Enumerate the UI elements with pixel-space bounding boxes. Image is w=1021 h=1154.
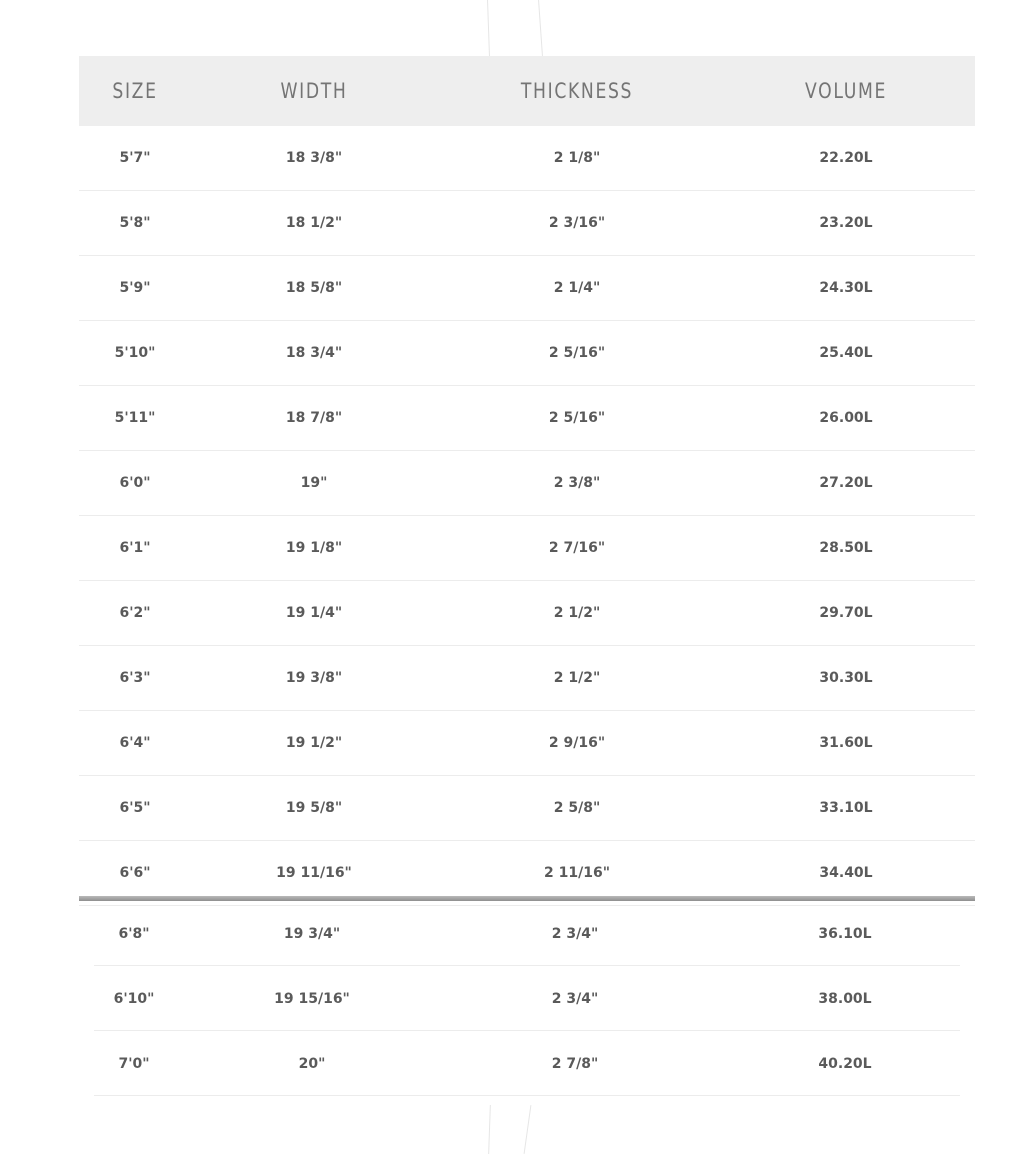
cell-volume: 28.50L (819, 540, 873, 556)
table-row (79, 901, 975, 966)
cell-size: 5'9" (119, 280, 151, 296)
decorative-line-bottom-right (524, 1105, 532, 1154)
table-row (79, 516, 975, 581)
cell-width: 19 3/4" (283, 925, 341, 942)
cell-volume: 31.60L (819, 735, 873, 751)
cell-size: 6'5" (119, 800, 151, 816)
table-row (79, 451, 975, 516)
cell-volume: 24.30L (819, 280, 873, 296)
cell-size: 6'8" (118, 925, 150, 942)
cell-size: 7'0" (118, 1055, 150, 1072)
cell-width: 19 15/16" (274, 990, 350, 1007)
cell-volume: 34.40L (819, 865, 873, 881)
cell-size: 6'10" (113, 990, 155, 1007)
cell-thickness: 2 5/8" (553, 800, 601, 816)
decorative-line-top-left (487, 0, 490, 56)
table-header-row (79, 56, 975, 126)
cell-volume: 26.00L (819, 410, 873, 426)
table-row (79, 386, 975, 451)
header-width: WIDTH (280, 79, 348, 103)
cell-width: 18 3/4" (285, 345, 343, 361)
cell-width: 18 7/8" (285, 410, 343, 426)
cell-size: 6'0" (119, 475, 151, 491)
cell-size: 5'10" (114, 345, 156, 361)
decorative-line-top-right (538, 0, 543, 56)
cell-width: 19 1/4" (285, 605, 343, 621)
table-row (79, 581, 975, 646)
cell-thickness: 2 3/4" (551, 925, 599, 942)
header-size: SIZE (112, 79, 158, 103)
cell-thickness: 2 5/16" (548, 345, 606, 361)
table-body-lower (79, 901, 975, 1096)
cell-thickness: 2 9/16" (548, 735, 606, 751)
table-row (79, 126, 975, 191)
cell-volume: 29.70L (819, 605, 873, 621)
cell-thickness: 2 1/2" (553, 605, 601, 621)
cell-width: 18 5/8" (285, 280, 343, 296)
table-row (79, 191, 975, 256)
table-row (79, 646, 975, 711)
table-row (79, 711, 975, 776)
table-row (79, 1031, 975, 1096)
cell-width: 19 1/8" (285, 540, 343, 556)
cell-size: 6'4" (119, 735, 151, 751)
cell-volume: 22.20L (819, 150, 873, 166)
cell-volume: 40.20L (818, 1055, 872, 1072)
cell-width: 19 5/8" (285, 800, 343, 816)
table-row (79, 321, 975, 386)
cell-size: 5'7" (119, 150, 151, 166)
cell-thickness: 2 5/16" (548, 410, 606, 426)
cell-width: 19 11/16" (276, 865, 352, 881)
size-chart-table (79, 56, 975, 906)
header-thickness: THICKNESS (520, 79, 634, 103)
cell-thickness: 2 1/8" (553, 150, 601, 166)
cell-thickness: 2 1/4" (553, 280, 601, 296)
table-body (79, 126, 975, 906)
cell-size: 5'11" (114, 410, 156, 426)
cell-thickness: 2 3/8" (553, 475, 601, 491)
cell-volume: 27.20L (819, 475, 873, 491)
cell-thickness: 2 11/16" (544, 865, 610, 881)
cell-size: 6'3" (119, 670, 151, 686)
table-row (79, 966, 975, 1031)
decorative-line-bottom-left (488, 1105, 491, 1154)
cell-size: 6'1" (119, 540, 151, 556)
cell-volume: 30.30L (819, 670, 873, 686)
header-volume: VOLUME (805, 79, 887, 103)
cell-thickness: 2 1/2" (553, 670, 601, 686)
cell-volume: 23.20L (819, 215, 873, 231)
cell-thickness: 2 3/16" (548, 215, 606, 231)
cell-volume: 38.00L (818, 990, 872, 1007)
cell-volume: 25.40L (819, 345, 873, 361)
cell-volume: 33.10L (819, 800, 873, 816)
cell-size: 5'8" (119, 215, 151, 231)
cell-thickness: 2 7/16" (548, 540, 606, 556)
cell-thickness: 2 7/8" (551, 1055, 599, 1072)
cell-size: 6'6" (119, 865, 151, 881)
cell-width: 18 1/2" (285, 215, 343, 231)
table-row (79, 776, 975, 841)
cell-width: 18 3/8" (285, 150, 343, 166)
cell-volume: 36.10L (818, 925, 872, 942)
cell-width: 19 3/8" (285, 670, 343, 686)
cell-thickness: 2 3/4" (551, 990, 599, 1007)
table-row (79, 256, 975, 321)
cell-width: 19" (300, 475, 328, 491)
cell-width: 19 1/2" (285, 735, 343, 751)
cell-size: 6'2" (119, 605, 151, 621)
cell-width: 20" (298, 1055, 326, 1072)
